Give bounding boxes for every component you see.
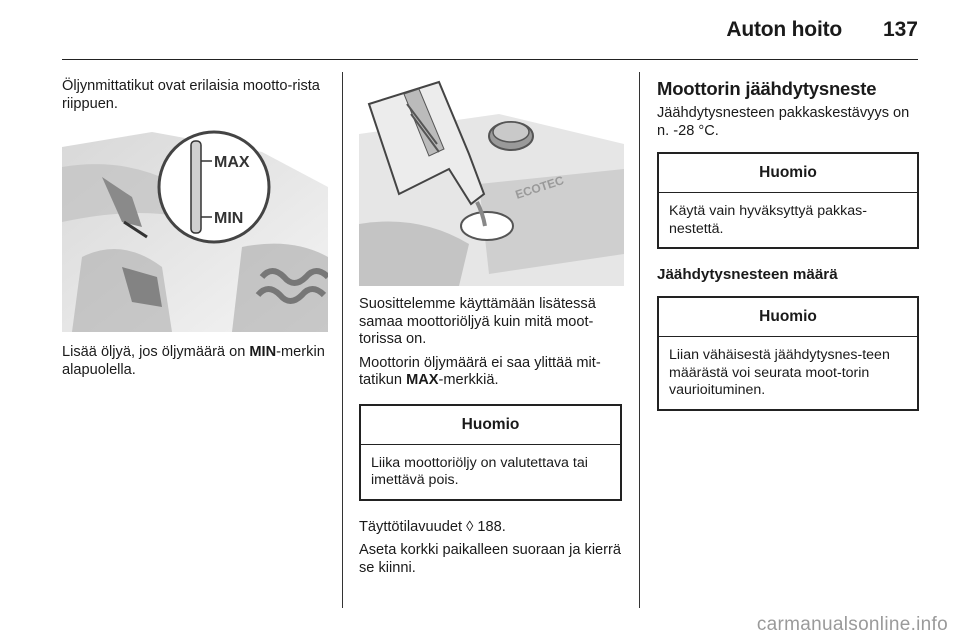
column-2 <box>359 78 624 577</box>
recommend-oil-text: Suosittelemme käyttämään lisätessä samaa moottoriöljyä kuin mitä moot-torissa on. <box>359 296 596 347</box>
notice-title: Huomio <box>361 406 620 445</box>
capacities-text: Täyttötilavuudet <box>359 518 467 535</box>
max-label: MAX <box>406 372 439 388</box>
notice-body: Liika moottoriöljy on valutettava tai imettävä pois. <box>371 454 588 488</box>
max-mark-label: MAX <box>214 154 250 171</box>
max-warning-a: Moottorin öljymäärä ei saa ylittää mit-tatikun <box>359 354 601 388</box>
section-title: Auton hoito <box>726 18 842 41</box>
notice-box-oil <box>359 404 622 501</box>
capacities-page: 188. <box>473 518 506 535</box>
notice-box-coolant-level <box>657 296 919 411</box>
max-warning-text <box>359 355 624 390</box>
dipstick-illustration <box>62 127 328 332</box>
notice-body: Käytä vain hyväksyttyä pakkas-nestettä. <box>669 203 867 237</box>
page-number: 137 <box>882 18 918 41</box>
column-1 <box>62 78 328 379</box>
add-oil-text-b: -merkin alapuolella. <box>62 344 325 378</box>
notice-body: Liian vähäisestä jäähdytysnes-teen määrästä voi seurata moot-torin vaurioituminen. <box>669 347 890 398</box>
column-divider-1 <box>342 72 343 608</box>
dipstick-intro: Öljynmittatikut ovat erilaisia mootto-rista riippuen. <box>62 78 320 112</box>
coolant-level-heading: Jäähdytysnesteen määrä <box>657 266 838 283</box>
cap-instruction: Aseta korkki paikalleen suoraan ja kierrä se kiinni. <box>359 542 622 576</box>
add-oil-text <box>62 344 328 379</box>
min-mark-label: MIN <box>214 210 244 227</box>
capacities-reference <box>359 519 624 537</box>
column-divider-2 <box>639 72 640 608</box>
page-ref-icon: ◊ <box>466 518 474 535</box>
header-rule <box>62 59 918 60</box>
add-oil-text-a: Lisää öljyä, jos öljymäärä on <box>62 344 250 360</box>
notice-title: Huomio <box>659 154 917 193</box>
antifreeze-text: Jäähdytysnesteen pakkaskestävyys on n. -28 °C. <box>657 105 910 139</box>
notice-box-antifreeze <box>657 152 919 249</box>
oil-filling-illustration <box>359 74 624 286</box>
engine-label: ECOTEC <box>513 173 566 202</box>
max-warning-b: -merkkiä. <box>438 372 499 388</box>
watermark: carmanualsonline.info <box>756 614 948 635</box>
page-header <box>0 0 960 62</box>
coolant-heading: Moottorin jäähdytysneste <box>657 78 877 99</box>
column-3 <box>657 78 919 411</box>
notice-title: Huomio <box>659 298 917 337</box>
min-label: MIN <box>249 344 277 360</box>
